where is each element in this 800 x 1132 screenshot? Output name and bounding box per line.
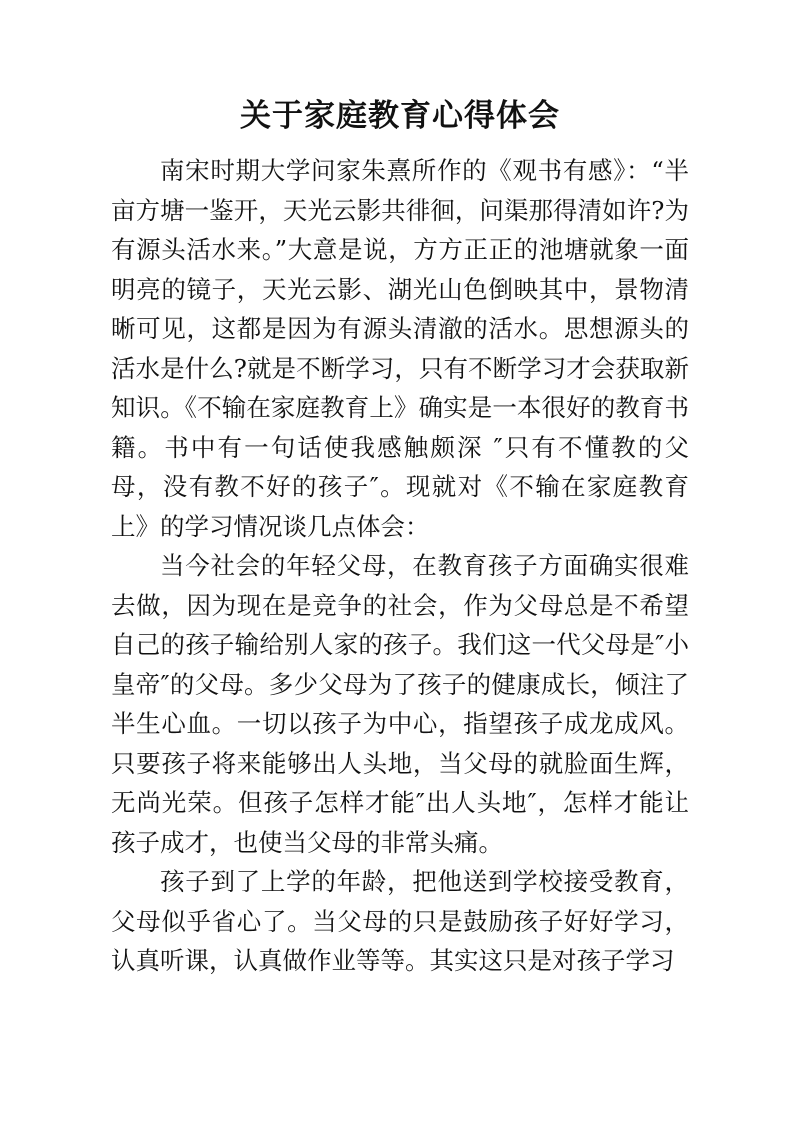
paragraph-3: 孩子到了上学的年龄，把他送到学校接受教育，父母似乎省心了。当父母的只是鼓励孩子好好学习，认真听课，认真做作业等等。其实这只是对孩子学习	[111, 867, 689, 975]
paragraph-1: 南宋时期大学问家朱熹所作的《观书有感》：“半亩方塘一鉴开，天光云影共徘徊，问渠那得清如许?为有源头活水来。”大意是说，方方正正的池塘就象一面明亮的镜子，天光云影、湖光山色倒映其中，景物清晰可见，这都是因为有源头清澈的活水。思想源头的活水是什么?就是不断学习，只有不断学习才会获取新知识。《不输在家庭教育上》确实是一本很好的教育书籍。书中有一句话使我感触颇深 ″只有不懂教的父母，没有教不好的孩子″。现就对《不输在家庭教育上》的学习情况谈几点体会：	[111, 156, 689, 541]
document-title: 关于家庭教育心得体会	[240, 98, 560, 134]
paragraph-2: 当今社会的年轻父母，在教育孩子方面确实很难去做，因为现在是竞争的社会，作为父母总是不希望自己的孩子输给别人家的孩子。我们这一代父母是″小皇帝″的父母。多少父母为了孩子的健康成长，倾注了半生心血。一切以孩子为中心，指望孩子成龙成风。只要孩子将来能够出人头地，当父母的就脸面生辉，无尚光荣。但孩子怎样才能″出人头地″，怎样才能让孩子成才，也使当父母的非常头痛。	[111, 551, 689, 857]
document-body	[111, 151, 689, 981]
